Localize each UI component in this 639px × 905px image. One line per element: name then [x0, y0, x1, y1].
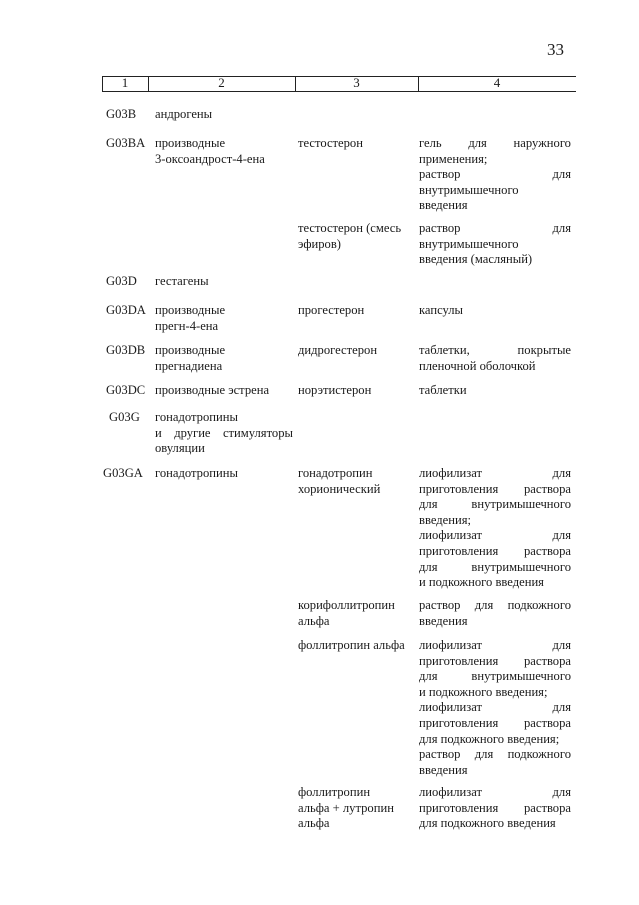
dosage-form: раствор для внутримышечного введения (масляный)	[419, 221, 571, 267]
atc-code: G03B	[106, 107, 137, 121]
group-name: гестагены	[155, 274, 209, 288]
group-name: гонадотропины и другие стимуляторы овуляции	[155, 410, 293, 456]
drug-name: корифоллитропин альфа	[298, 598, 395, 628]
group-name: производные прегнадиена	[155, 343, 226, 373]
group-name	[155, 136, 265, 167]
dosage-form: лиофилизат для приготовления раствора для подкожного введения	[419, 785, 571, 831]
group-name: андрогены	[155, 107, 213, 121]
atc-code: G03DA	[106, 303, 146, 317]
dosage-form: капсулы	[419, 303, 464, 317]
drug-name: норэтистерон	[298, 383, 372, 397]
drug-name: тестостерон (смесь эфиров)	[298, 221, 402, 251]
atc-code: G03D	[106, 274, 137, 288]
dosage-form: лиофилизат для приготовления раствора для внутримышечного введения; лиофилизат для приготовления раствора для внутримышечного и подкожного введения	[419, 466, 571, 590]
drug-name: дидрогестерон	[298, 343, 378, 357]
drug-name: фоллитропин альфа	[298, 638, 405, 652]
atc-code: G03GA	[103, 466, 143, 480]
header-col-2: 2	[218, 75, 225, 90]
dosage-form: таблетки	[419, 383, 467, 397]
group-name-line: 3-оксоандрост-4-ена	[155, 151, 265, 166]
dosage-form: таблетки, покрытые пленочной оболочкой	[419, 343, 571, 373]
header-col-4: 4	[493, 75, 501, 90]
dosage-form: лиофилизат для приготовления раствора для внутримышечного и подкожного введения; лиофилизат для приготовления раствора для подкожного введения; раствор для подкожного введения	[419, 638, 571, 777]
group-name-line: производные	[155, 136, 226, 150]
drug-name: фоллитропин альфа + лутропин альфа	[298, 785, 394, 831]
header-col-3: 3	[353, 75, 360, 90]
group-name: гонадотропины	[155, 466, 238, 480]
dosage-form: гель для наружного применения; раствор для внутримышечного введения	[419, 136, 571, 213]
page-number: 33	[547, 40, 564, 59]
group-name: производные эстрена	[155, 383, 270, 397]
dosage-form: раствор для подкожного введения	[419, 598, 571, 628]
drug-name: гонадотропин хорионический	[298, 466, 381, 496]
atc-code: G03BA	[106, 136, 146, 150]
drug-name: прогестерон	[298, 303, 365, 317]
atc-code: G03G	[109, 410, 140, 424]
group-name: производные прегн-4-ена	[155, 303, 226, 333]
atc-code: G03DC	[106, 383, 146, 397]
atc-code: G03DB	[106, 343, 146, 357]
header-col-1: 1	[121, 75, 129, 90]
drug-name: тестостерон	[298, 136, 363, 150]
table-header	[102, 76, 576, 92]
